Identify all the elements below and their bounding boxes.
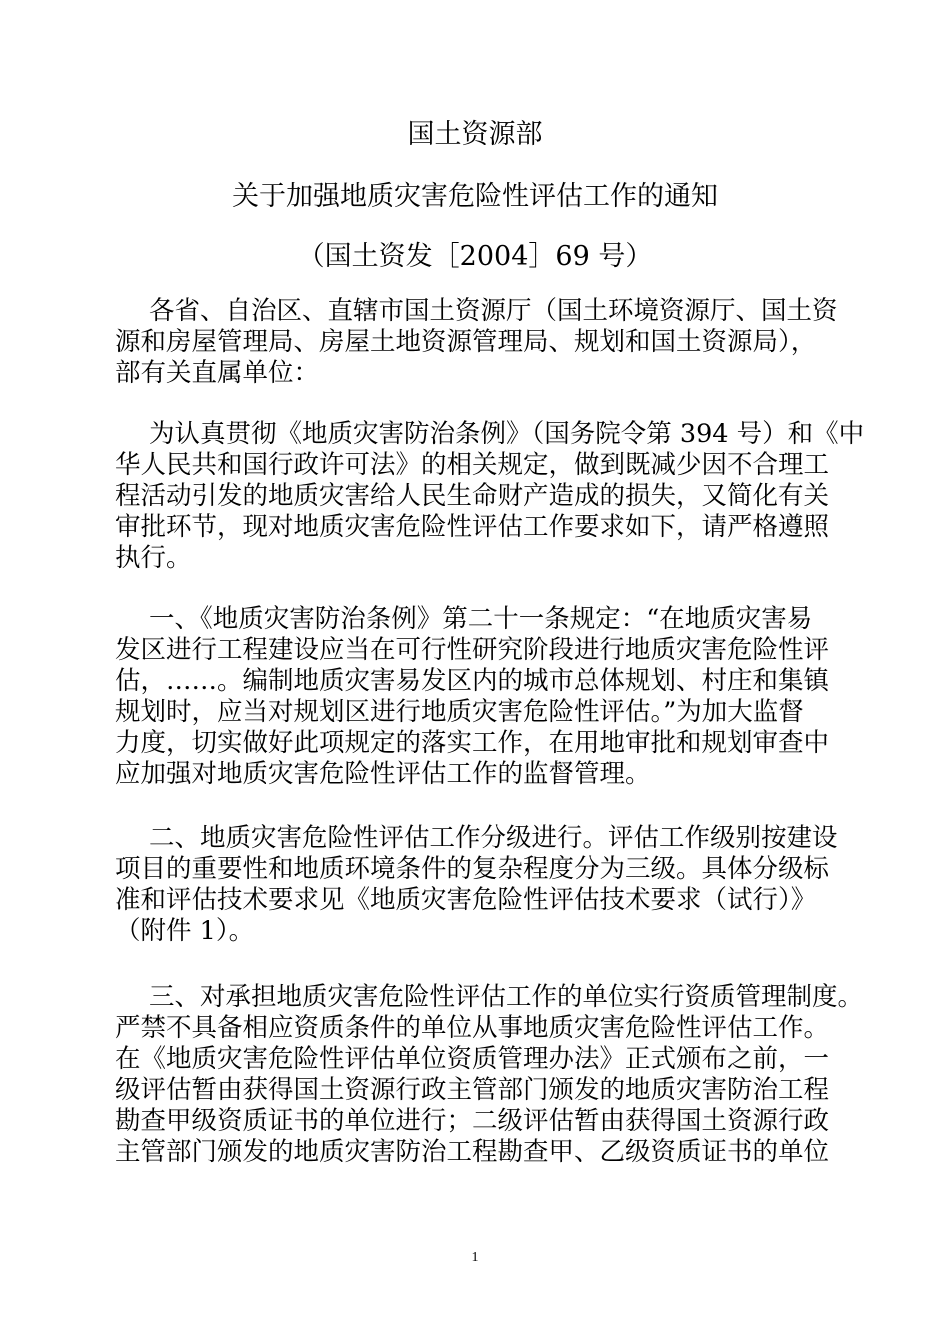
paragraph-line: 发区进行工程建设应当在可行性研究阶段进行地质灾害危险性评 [115,635,830,665]
paragraph-line: 审批环节，现对地质灾害危险性评估工作要求如下，请严格遵照 [115,512,830,542]
section-one-paragraph [115,604,840,790]
paragraph-line: 主管部门颁发的地质灾害防治工程勘查甲、乙级资质证书的单位 [115,1137,830,1167]
paragraph-line: 源和房屋管理局、房屋土地资源管理局、规划和国土资源局）， [115,327,817,357]
paragraph-line: 程活动引发的地质灾害给人民生命财产造成的损失，又简化有关 [115,481,830,511]
paragraph-line: 一、《地质灾害防治条例》第二十一条规定：“在地质灾害易 [149,604,813,634]
paragraph-line: 项目的重要性和地质环境条件的复杂程度分为三级。具体分级标 [115,854,830,884]
paragraph-line: 严禁不具备相应资质条件的单位从事地质灾害危险性评估工作。 [115,1013,830,1043]
paragraph-line: 规划时，应当对规划区进行地质灾害危险性评估。”为加大监督 [115,697,804,727]
document-title: 关于加强地质灾害危险性评估工作的通知 [232,181,718,212]
paragraph-line: 估，……。编制地质灾害易发区内的城市总体规划、村庄和集镇 [115,666,830,696]
paragraph-line: 级评估暂由获得国土资源行政主管部门颁发的地质灾害防治工程 [115,1075,830,1105]
paragraph-line: 二、地质灾害危险性评估工作分级进行。评估工作级别按建设 [149,823,838,853]
section-two-paragraph [115,823,840,947]
paragraph-line: 华人民共和国行政许可法》的相关规定，做到既减少因不合理工 [115,450,830,480]
paragraph-line: 执行。 [115,543,192,573]
paragraph-line: 各省、自治区、直辖市国土资源厅（国土环境资源厅、国土资 [149,296,838,326]
salutation-paragraph [115,296,840,389]
paragraph-line: 准和评估技术要求见《地质灾害危险性评估技术要求（试行）》 [115,885,817,915]
issuing-organization: 国土资源部 [407,119,543,150]
document-number: （国土资发［2004］69 号） [297,241,653,272]
section-three-paragraph [115,982,864,1168]
paragraph-line: 部有关直属单位： [115,358,320,388]
paragraph-line: 三、对承担地质灾害危险性评估工作的单位实行资质管理制度。 [149,982,864,1012]
paragraph-line: 应加强对地质灾害危险性评估工作的监督管理。 [115,759,651,789]
intro-paragraph [115,419,865,574]
paragraph-line: 勘查甲级资质证书的单位进行；二级评估暂由获得国土资源行政 [115,1106,830,1136]
page-number: 1 [471,1250,479,1265]
paragraph-line: 力度，切实做好此项规定的落实工作，在用地审批和规划审查中 [115,728,830,758]
paragraph-line: 为认真贯彻《地质灾害防治条例》（国务院令第 394 号）和《中 [149,419,865,449]
paragraph-line: 在《地质灾害危险性评估单位资质管理办法》正式颁布之前，一 [115,1044,830,1074]
paragraph-line: （附件 1）。 [115,916,255,946]
